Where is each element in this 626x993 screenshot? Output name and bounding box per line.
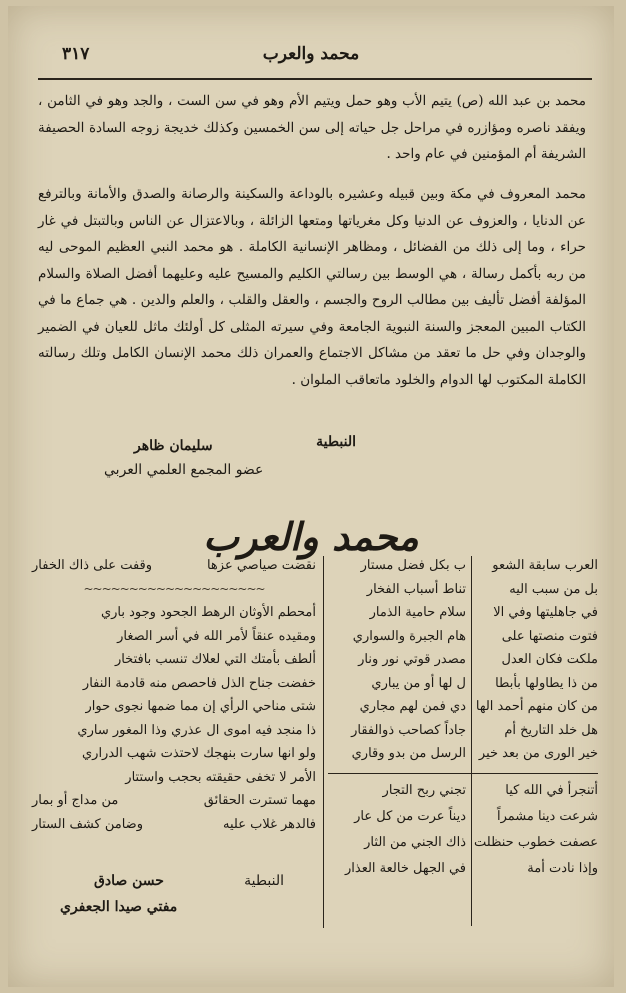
verse-line: شتى مناحي الرأي إن مما ضمها نجوى حوار (85, 699, 316, 714)
column-separator (471, 776, 472, 926)
verse-line: ذا منجد فيه اموى ال عذري وذا المغور ساري (77, 722, 316, 738)
verse-line: أمحطم الأوثان الرهط الجحود وجود باري (100, 605, 316, 620)
verse-line: دي فمن لهم مجاري (359, 699, 466, 714)
verse-line: سلام حامية الذمار (369, 605, 466, 620)
verse-line: الأمر لا تخفى حقيقته بحجب واستتار (125, 769, 316, 785)
verse-line: شرعت دينا مشمراً (496, 809, 598, 824)
verse-line: ألطف بأمتك التي لعلاك تنسب بافتخار (114, 652, 316, 667)
verse-couplet (32, 813, 316, 837)
verse-line: ومقيده عنقاً لأمر الله في أسر الصغار (117, 628, 316, 644)
hemistich: من مداج أو بمار (32, 793, 119, 808)
poem-signature-name: حسن صادق (94, 873, 164, 889)
header-rule (38, 78, 592, 80)
verse-line: من كان منهم أحمد الها (475, 699, 598, 714)
verse-line: عصفت خطوب حنظلت (474, 835, 598, 850)
wavy-divider: ~~~~~~~~~~~~~~~~~~~~ (83, 581, 265, 596)
column-separator (471, 556, 472, 788)
verse-line: وإذا نادت أمة (527, 861, 598, 876)
column-separator (323, 556, 324, 928)
poem-col-d (330, 778, 466, 882)
page-header (38, 44, 584, 72)
verse-line: خفضت جناح الذل فاحصص منه قادمة النفار (82, 675, 316, 691)
poem-col-c (473, 778, 598, 882)
verse-line: هل خلد التاريخ أم (504, 722, 598, 738)
verse-line: في الجهل خالعة العذار (344, 861, 466, 876)
essay-signature-name: سليمان ظاهر (134, 438, 213, 454)
poem-col-a (473, 554, 598, 766)
verse-line: ديناً عرت من كل عار (354, 809, 466, 824)
essay-signature-place: النبطية (316, 434, 356, 450)
poem-col-b (330, 554, 466, 766)
verse-line: ولو انها سارت بنهجك لاحتذت شهب الدراري (81, 746, 316, 761)
essay-paragraph-2: محمد المعروف في مكة وبين قبيله وعشيره بالوداعة والسكينة والرصانة والصدق والأمانة وبالترفع عن الدنايا ، والعزوف عن الدنيا وكل مغرياتها ومتعها الزائلة ، وبالاعتزال عن الناس وبالتبتل في غار حراء ، وما إلى ذلك من الفضائل ، ومظاهر الإنسانية الكاملة . هو محمد النبي العظيم الموحى ليه من ربه بأكمل رسالة ، هي الوسط بين رسالتي الكليم والمسيح عليه وعليهما أفضل الصلاة والسلام المؤلفة أفضل تأليف بين مطالب الروح والجسم ، والعقل والقلب ، والعلم والدين . هي جماع ما في الكتاب المبين المعجز والسنة النبوية الجامعة وفي سيرته المثلى كل أولئك ماثل للعيان في الضمير والوجدان وفي حل ما تعقد من مشاكل الاجتماع والعمران ذلك محمد الإنسان الكامل وتلك رسالته الكاملة المكتوب لها الدوام والخلود ماتعاقب الملوان . (38, 186, 586, 388)
essay-paragraph-1: محمد بن عبد الله (ص) يتيم الأب وهو حمل ويتيم الأم وهو في سن الست ، والجد وهو في الثامن ، ويفقد ناصره ومؤازره في مراحل جل حياته إلى سن الخمسين وكذلك خديجة زوجه السادة الحصيفة الشريفة أم المؤمنين في عام واحد . (38, 93, 586, 162)
hemistich: وضامن كشف الستار (32, 816, 143, 832)
verse-line: العرب سابقة الشعو (492, 558, 598, 573)
verse-line: ملكت فكان العدل (501, 652, 598, 667)
poem-signature-title: مفتي صيدا الجعفري (60, 899, 178, 915)
verse-couplet (32, 554, 316, 578)
newspaper-page (8, 6, 614, 987)
verse-line: فتوت منصتها على (501, 628, 598, 644)
poem-signature-place: النبطية (244, 873, 284, 889)
verse-line: الرسل من بدو وقاري (351, 746, 466, 761)
verse-line: جاداً كصاحب ذوالفقار (351, 722, 466, 738)
verse-line: ب بكل فضل مستار (360, 558, 466, 573)
hemistich: مهما تسترت الحقائق (203, 793, 316, 808)
column-divider-rule (328, 773, 598, 774)
verse-line: بل من سبب اليه (509, 581, 598, 597)
poem-title: محمد والعرب (203, 514, 419, 559)
poem-left-column (32, 554, 316, 836)
verse-couplet (32, 789, 316, 813)
verse-line: ذاك الجني من الثار (364, 835, 466, 850)
running-title: محمد والعرب (262, 44, 360, 64)
hemistich: فالدهر غلاب عليه (223, 816, 316, 832)
verse-line: في جاهليتها وفي الا (493, 605, 598, 620)
verse-line: من ذا يطاولها بأبطا (495, 675, 598, 691)
hemistich: نقضت صياصي عزها (206, 558, 316, 573)
hemistich: وقفت على ذاك الخفار (32, 558, 153, 573)
verse-line: أتنجرأ في الله كيا (505, 783, 598, 798)
verse-line: تجني ربح التجار (382, 783, 466, 798)
page-number: ٣١٧ (62, 44, 90, 64)
verse-line: تناط أسباب الفخار (366, 581, 466, 597)
verse-line: هام الجبرة والسواري (352, 628, 466, 644)
verse-line: ل لها أو من يباري (371, 675, 466, 691)
verse-line: خير الورى من بعد خير (478, 746, 598, 761)
essay-signature-title: عضو المجمع العلمي العربي (104, 462, 264, 478)
verse-line: مصدر قوتي نور ونار (358, 652, 466, 667)
